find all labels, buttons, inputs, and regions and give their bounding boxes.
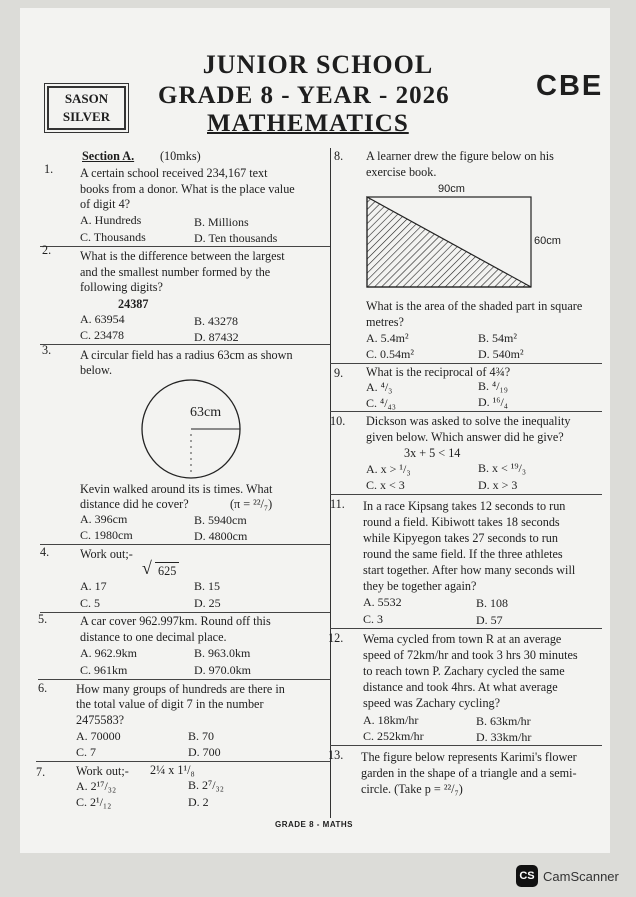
q12-option-a[interactable]: A. 18km/hr bbox=[363, 713, 419, 727]
q11-option-d[interactable]: D. 57 bbox=[476, 613, 503, 627]
divider-q10 bbox=[330, 494, 602, 495]
q1-line2: books from a donor. What is the place value bbox=[80, 182, 295, 196]
q8-height-label: 60cm bbox=[534, 235, 561, 247]
q2-option-b[interactable]: B. 43278 bbox=[194, 314, 239, 328]
q10-line1: Dickson was asked to solve the inequality bbox=[366, 414, 571, 428]
q12-number: 12. bbox=[328, 631, 344, 645]
q10-option-d[interactable]: D. x > 3 bbox=[478, 478, 518, 492]
camscanner-text: CamScanner bbox=[543, 869, 619, 884]
logo-line-2: SILVER bbox=[62, 109, 111, 124]
q12-option-d[interactable]: D. 33km/hr bbox=[476, 730, 532, 744]
q7-option-c[interactable]: C. 2¹/₁₂ bbox=[76, 795, 112, 809]
section-title: Section A. bbox=[82, 149, 135, 163]
q5-line1: A car cover 962.997km. Round off this bbox=[80, 614, 271, 628]
q6-line1: How many groups of hundreds are there in bbox=[76, 682, 285, 696]
circle-diagram bbox=[130, 378, 252, 480]
school-logo-box bbox=[47, 86, 126, 130]
q8-line2: exercise book. bbox=[366, 165, 437, 179]
q6-option-d[interactable]: D. 700 bbox=[188, 745, 221, 759]
q8-option-c[interactable]: C. 0.54m² bbox=[366, 347, 414, 361]
q7-number: 7. bbox=[36, 765, 46, 779]
q1-number: 1. bbox=[44, 162, 54, 176]
q3-number: 3. bbox=[42, 343, 52, 357]
q10-number: 10. bbox=[330, 414, 346, 428]
q2-digits: 24387 bbox=[118, 297, 149, 311]
q6-option-b[interactable]: B. 70 bbox=[188, 729, 215, 743]
q3-option-d[interactable]: D. 4800cm bbox=[194, 529, 248, 543]
q10-inequality: 3x + 5 < 14 bbox=[404, 446, 461, 460]
q1-option-a[interactable]: A. Hundreds bbox=[80, 213, 142, 227]
grade-year-title: GRADE 8 - YEAR - 2026 bbox=[158, 82, 450, 109]
q2-line1: What is the difference between the largest bbox=[80, 249, 285, 263]
q2-option-c[interactable]: C. 23478 bbox=[80, 328, 125, 342]
q9-number: 9. bbox=[334, 366, 344, 380]
q1-line3: of digit 4? bbox=[80, 197, 131, 211]
q8-option-d[interactable]: D. 540m² bbox=[478, 347, 524, 361]
q12-line1: Wema cycled from town R at an average bbox=[363, 632, 562, 646]
q13-line3: circle. (Take p = ²²/₇) bbox=[361, 782, 463, 796]
q4-line1: Work out;- bbox=[80, 547, 133, 561]
q2-number: 2. bbox=[42, 243, 52, 257]
divider-q5 bbox=[38, 679, 330, 680]
q1-option-c[interactable]: C. Thousands bbox=[80, 230, 146, 244]
q4-option-d[interactable]: D. 25 bbox=[194, 596, 221, 610]
q3-radius-label: 63cm bbox=[190, 405, 222, 420]
curriculum-label: CBE bbox=[536, 70, 604, 102]
q3-line1: A circular field has a radius 63cm as shown bbox=[80, 348, 293, 362]
q4-option-c[interactable]: C. 5 bbox=[80, 596, 101, 610]
q8-option-a[interactable]: A. 5.4m² bbox=[366, 331, 409, 345]
q9-option-a[interactable]: A. ⁴/₃ bbox=[366, 380, 393, 394]
q9-option-b[interactable]: B. ⁴/₁₉ bbox=[478, 379, 508, 393]
q1-option-b[interactable]: B. Millions bbox=[194, 215, 249, 229]
q9-line1: What is the reciprocal of 4¾? bbox=[366, 365, 511, 379]
subject-title: MATHEMATICS bbox=[207, 110, 409, 137]
q4-number: 4. bbox=[40, 545, 50, 559]
school-title: JUNIOR SCHOOL bbox=[202, 50, 434, 79]
q7-expression: 2¼ x 1¹/₈ bbox=[150, 763, 195, 777]
q10-line2: given below. Which answer did he give? bbox=[366, 430, 564, 444]
q9-option-d[interactable]: D. ¹⁶/₄ bbox=[478, 395, 508, 409]
q5-option-b[interactable]: B. 963.0km bbox=[194, 646, 251, 660]
q8-number: 8. bbox=[334, 149, 344, 163]
q13-line2: garden in the shape of a triangle and a semi- bbox=[361, 766, 577, 780]
q11-option-c[interactable]: C. 3 bbox=[363, 612, 384, 626]
q6-option-a[interactable]: A. 70000 bbox=[76, 729, 121, 743]
q10-option-a[interactable]: A. x > ¹/₃ bbox=[366, 462, 411, 476]
q5-option-c[interactable]: C. 961km bbox=[80, 663, 128, 677]
sqrt-symbol: √ bbox=[142, 558, 152, 578]
divider-q1 bbox=[40, 246, 330, 247]
q13-number: 13. bbox=[328, 748, 344, 762]
q11-line4: round the same field. If the three athletes bbox=[363, 547, 563, 561]
page-footer: GRADE 8 - MATHS bbox=[275, 820, 354, 829]
q10-option-b[interactable]: B. x < ¹⁹/₃ bbox=[478, 461, 527, 475]
q3-line4: distance did he cover? bbox=[80, 497, 189, 511]
q3-line3: Kevin walked around its is times. What bbox=[80, 482, 273, 496]
q8-line3: What is the area of the shaded part in square bbox=[366, 299, 583, 313]
q4-option-b[interactable]: B. 15 bbox=[194, 579, 221, 593]
q1-option-d[interactable]: D. Ten thousands bbox=[194, 231, 278, 245]
q11-number: 11. bbox=[330, 497, 345, 511]
q11-option-b[interactable]: B. 108 bbox=[476, 596, 509, 610]
q7-option-d[interactable]: D. 2 bbox=[188, 795, 209, 809]
q11-line1: In a race Kipsang takes 12 seconds to run bbox=[363, 499, 566, 513]
q5-option-a[interactable]: A. 962.9km bbox=[80, 646, 137, 660]
q2-line3: following digits? bbox=[80, 280, 163, 294]
q2-option-a[interactable]: A. 63954 bbox=[80, 312, 125, 326]
logo-line-1: SASON bbox=[64, 91, 109, 106]
q12-option-b[interactable]: B. 63km/hr bbox=[476, 714, 531, 728]
q13-line1: The figure below represents Karimi's flower bbox=[361, 750, 577, 764]
q11-line3: while Kipyegon takes 27 seconds to run bbox=[363, 531, 558, 545]
divider-q12 bbox=[330, 745, 602, 746]
divider-q11 bbox=[330, 628, 602, 629]
q8-option-b[interactable]: B. 54m² bbox=[478, 331, 517, 345]
q3-pi-note: (π = ²²/₇) bbox=[230, 497, 273, 511]
q8-line1: A learner drew the figure below on his bbox=[366, 149, 554, 163]
q11-line6: they be together again? bbox=[363, 579, 477, 593]
q6-number: 6. bbox=[38, 681, 48, 695]
q11-line5: start together. After how many seconds will bbox=[363, 563, 576, 577]
q4-option-a[interactable]: A. 17 bbox=[80, 579, 107, 593]
q2-option-d[interactable]: D. 87432 bbox=[194, 330, 239, 344]
q3-line2: below. bbox=[80, 363, 113, 377]
q4-radicand: 625 bbox=[155, 562, 179, 579]
q11-option-a[interactable]: A. 5532 bbox=[363, 595, 402, 609]
divider-q9 bbox=[330, 411, 602, 412]
q9-option-c[interactable]: C. ⁴/₄₃ bbox=[366, 396, 396, 410]
q6-line2: the total value of digit 7 in the number bbox=[76, 697, 264, 711]
rectangle-diagram bbox=[366, 196, 532, 288]
divider-q3 bbox=[40, 544, 330, 545]
q12-line5: speed was Zachary cycling? bbox=[363, 696, 501, 710]
q8-line4: metres? bbox=[366, 315, 404, 329]
q12-line2: speed of 72km/hr and took 3 hrs 30 minutes bbox=[363, 648, 578, 662]
q1-line1: A certain school received 234,167 text bbox=[80, 166, 268, 180]
camscanner-logo: CS bbox=[516, 865, 538, 887]
q12-line3: to reach town P. Zachary cycled the same bbox=[363, 664, 565, 678]
q3-option-a[interactable]: A. 396cm bbox=[80, 512, 128, 526]
q10-option-c[interactable]: C. x < 3 bbox=[366, 478, 405, 492]
q5-option-d[interactable]: D. 970.0km bbox=[194, 663, 251, 677]
q12-line4: distance and took 4hrs. At what average bbox=[363, 680, 558, 694]
q3-option-b[interactable]: B. 5940cm bbox=[194, 513, 247, 527]
q5-line2: distance to one decimal place. bbox=[80, 630, 227, 644]
q11-line2: round a field. Kibiwott takes 18 seconds bbox=[363, 515, 560, 529]
divider-q2 bbox=[40, 344, 330, 345]
q3-option-c[interactable]: C. 1980cm bbox=[80, 528, 133, 542]
q2-line2: and the smallest number formed by the bbox=[80, 265, 271, 279]
q5-number: 5. bbox=[38, 612, 48, 626]
q6-option-c[interactable]: C. 7 bbox=[76, 745, 97, 759]
section-marks: (10mks) bbox=[160, 149, 201, 163]
q8-width-label: 90cm bbox=[438, 183, 465, 195]
q12-option-c[interactable]: C. 252km/hr bbox=[363, 729, 424, 743]
q7-option-a[interactable]: A. 2¹⁷/₃₂ bbox=[76, 779, 117, 793]
q7-option-b[interactable]: B. 2⁷/₃₂ bbox=[188, 778, 224, 792]
column-divider bbox=[330, 148, 331, 818]
q7-line1: Work out;- bbox=[76, 764, 129, 778]
q6-line3: 2475583? bbox=[76, 713, 125, 727]
